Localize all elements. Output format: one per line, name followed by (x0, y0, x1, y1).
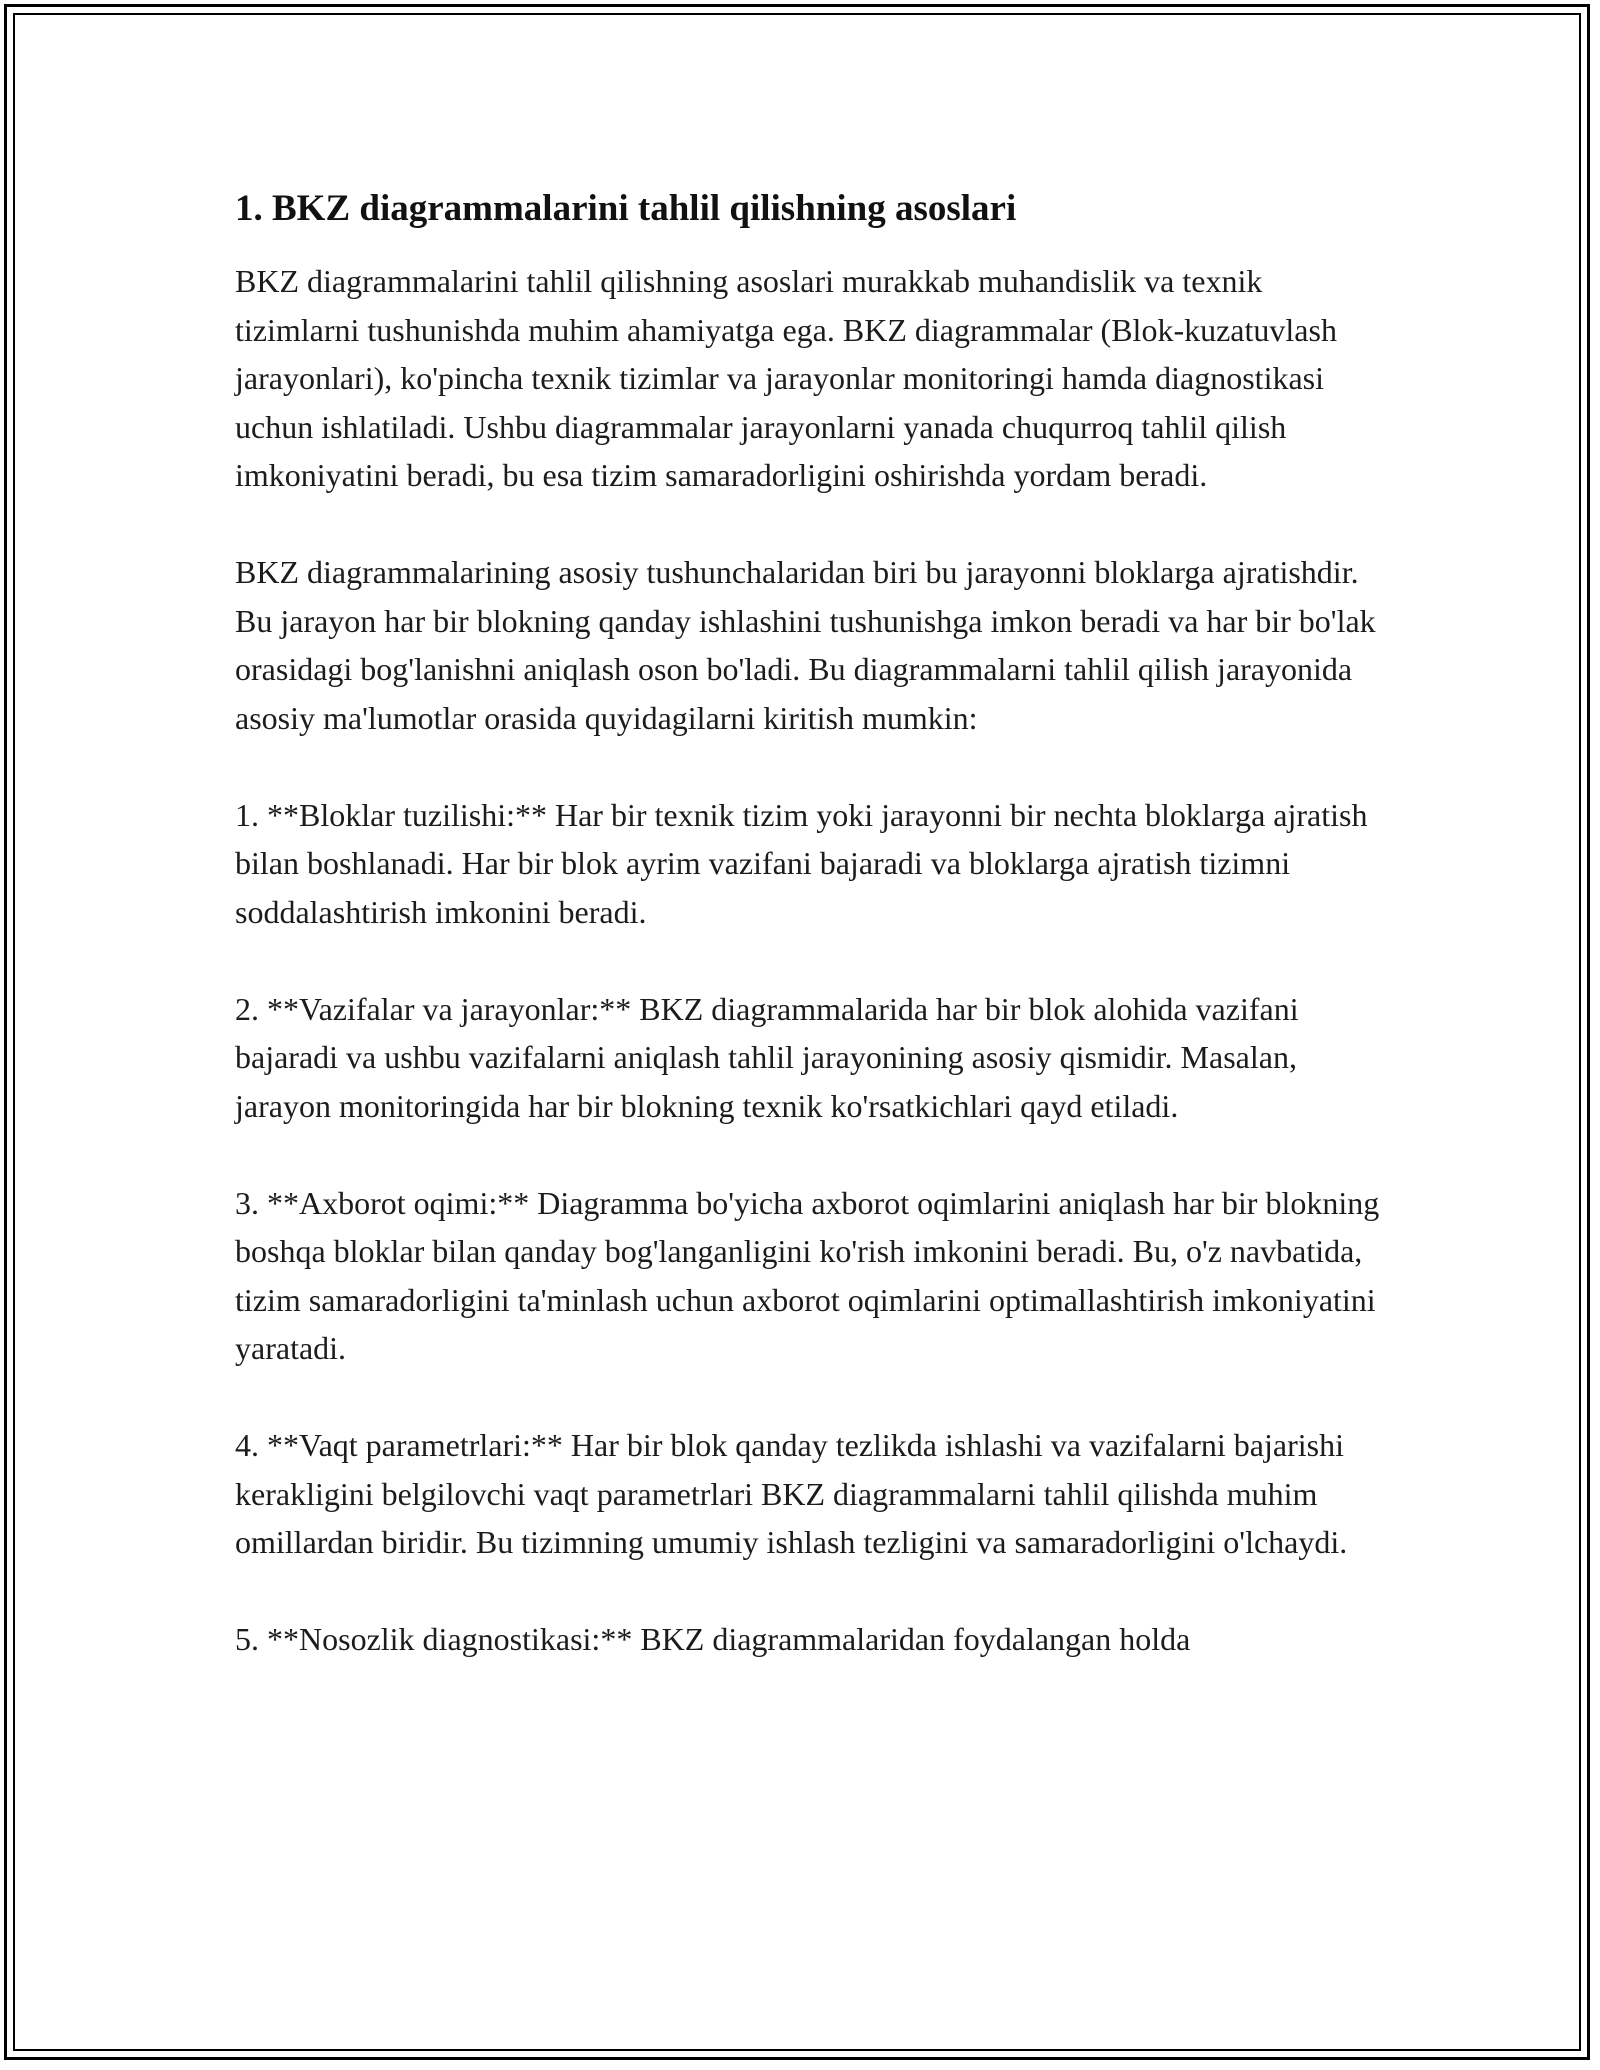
document-body (235, 185, 1385, 1712)
concepts-paragraph: BKZ diagrammalarining asosiy tushunchalaridan biri bu jarayonni bloklarga ajratishdir. Bu jarayon har bir blokning qanday ishlashini tushunishga imkon beradi va har bir bo'lak orasidagi bog'lanishni aniqlash oson bo'ladi. Bu diagrammalarni tahlil qilish jarayonida asosiy ma'lumotlar orasida quyidagilarni kiritish mumkin: (235, 554, 1376, 736)
section-heading: 1. BKZ diagrammalarini tahlil qilishning asoslari (235, 188, 1017, 229)
list-item-tasks-processes: 2. **Vazifalar va jarayonlar:** BKZ diagrammalarida har bir blok alohida vazifani bajaradi va ushbu vazifalarni aniqlash tahlil jarayonining asosiy qismidir. Masalan, jarayon monitoringida har bir blokning texnik ko'rsatkichlari qayd etiladi. (235, 990, 1299, 1124)
list-item-information-flow: 3. **Axborot oqimi:** Diagramma bo'yicha axborot oqimlarini aniqlash har bir blokning boshqa bloklar bilan qanday bog'langanligini ko'rish imkonini beradi. Bu, o'z navbatida, tizim samaradorligini ta'minlash uchun axborot oqimlarini optimallashtirish imkoniyatini yaratadi. (235, 1184, 1380, 1366)
list-item-fault-diagnostics: 5. **Nosozlik diagnostikasi:** BKZ diagrammalaridan foydalangan holda (235, 1621, 1191, 1657)
intro-paragraph: BKZ diagrammalarini tahlil qilishning asoslari murakkab muhandislik va texnik tizimlarni tushunishda muhim ahamiyatga ega. BKZ diagrammalar (Blok-kuzatuvlash jarayonlari), ko'pincha texnik tizimlar va jarayonlar monitoringi hamda diagnostikasi uchun ishlatiladi. Ushbu diagrammalar jarayonlarni yanada chuqurroq tahlil qilish imkoniyatini beradi, bu esa tizim samaradorligini oshirishda yordam beradi. (235, 263, 1337, 493)
list-item-time-parameters: 4. **Vaqt parametrlari:** Har bir blok qanday tezlikda ishlashi va vazifalarni bajarishi kerakligini belgilovchi vaqt parametrlari BKZ diagrammalarni tahlil qilishda muhim omillardan biridir. Bu tizimning umumiy ishlash tezligini va samaradorligini o'lchaydi. (235, 1427, 1348, 1560)
list-item-blocks-structure: 1. **Bloklar tuzilishi:** Har bir texnik tizim yoki jarayonni bir nechta bloklarga ajratish bilan boshlanadi. Har bir blok ayrim vazifani bajaradi va bloklarga ajratish tizimni soddalashtirish imkonini beradi. (235, 796, 1368, 930)
